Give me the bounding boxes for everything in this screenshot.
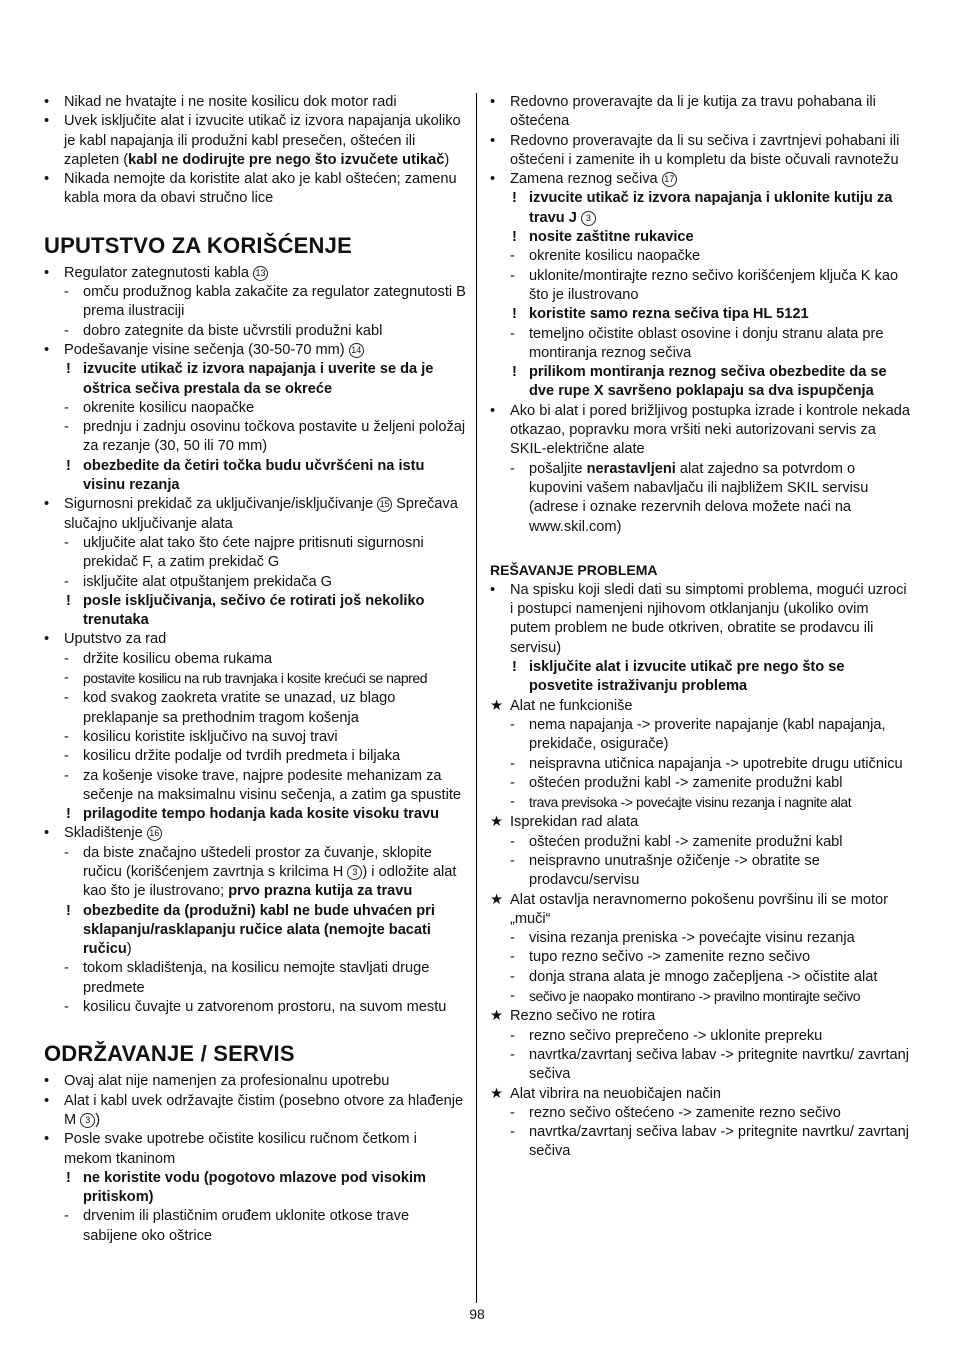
warning-marker: ! [66, 806, 71, 823]
item-text [83, 960, 429, 995]
list-item [44, 341, 466, 360]
list-item [490, 1027, 910, 1046]
list-item [44, 650, 466, 669]
warning-marker: ! [66, 361, 71, 378]
bullet-marker: - [64, 767, 69, 784]
item-text-main: Podešavanje visine sečenja (30-50-70 mm) [64, 341, 345, 358]
list-item [44, 824, 466, 843]
bullet-marker: - [64, 960, 69, 977]
item-text [510, 171, 677, 187]
item-text [510, 1086, 721, 1102]
bullet-marker: • [44, 113, 50, 130]
list-item [490, 1046, 910, 1085]
item-text: Alat i kabl uvek održavajte čistim (posebno otvore za hlađenje M 3 ) [64, 1092, 464, 1128]
item-text [83, 1170, 426, 1205]
list-item [44, 322, 466, 341]
item-text [510, 698, 633, 714]
item-text-main: izvucite utikač iz izvora napajanja i uverite se da je oštrica sečiva prestala da se okreće [83, 361, 434, 397]
item-text [83, 651, 272, 667]
item-text-main: prednju i zadnju osovinu točkova postavite u željeni položaj za rezanje (30, 50 ili 70 mm) [83, 419, 466, 455]
list-item [490, 247, 910, 266]
bullet-marker: - [510, 852, 515, 869]
star-icon: ★ [490, 814, 504, 831]
list-item [490, 267, 910, 306]
warning-marker: ! [512, 190, 517, 207]
item-text-main: uklonite/montirajte rezno sečivo korišćenjem ključa K kao što je ilustrovano [529, 267, 899, 303]
bullet-marker: • [44, 631, 50, 648]
item-text [529, 306, 809, 322]
list-item [490, 460, 910, 537]
item-text [83, 1208, 409, 1243]
bullet-marker: - [64, 748, 69, 765]
list-item [44, 747, 466, 766]
item-text-main: koristite samo rezna sečiva tipa HL 5121 [529, 306, 809, 323]
list-item [44, 112, 466, 170]
bullet-marker: - [510, 716, 515, 733]
item-text-main: rezno sečivo preprečeno -> uklonite prepreku [529, 1027, 823, 1044]
list-item [490, 93, 910, 132]
bullet-marker: - [64, 322, 69, 339]
list-item [44, 93, 466, 112]
warning-marker: ! [66, 1169, 71, 1186]
item-text [510, 133, 899, 168]
bullet-marker: • [490, 94, 496, 110]
item-text-main: prilikom montiranja reznog sečiva obezbedite da se dve rupe X savršeno poklapaju sa dva ispupčenja [529, 364, 887, 400]
bullet-marker: - [64, 284, 69, 301]
list-item [490, 132, 910, 171]
warning-marker: ! [66, 592, 71, 609]
item-text [510, 1008, 655, 1024]
item-text [83, 748, 400, 764]
list-item [490, 833, 910, 852]
item-text-main: neispravna utičnica napajanja -> upotrebite drugu utičnicu [529, 755, 903, 772]
list-item [44, 283, 466, 322]
item-text-main: držite kosilicu obema rukama [83, 650, 272, 667]
bullet-marker: - [510, 988, 515, 1005]
warning-marker: ! [512, 659, 517, 676]
item-text-main: isključite alat otpuštanjem prekidača G [83, 573, 333, 590]
list-item [490, 774, 910, 793]
star-icon: ★ [490, 891, 504, 908]
list-item [44, 1092, 466, 1131]
warning-item [490, 363, 910, 402]
bullet-marker: - [510, 1104, 515, 1121]
item-text [529, 969, 877, 985]
figure-reference-badge: 16 [147, 826, 162, 841]
item-text [529, 1105, 841, 1121]
bullet-marker: • [44, 341, 50, 358]
item-text [510, 892, 888, 927]
item-text-main: ne koristite vodu (pogotovo mlazove pod visokim pritiskom) [83, 1169, 426, 1206]
warning-marker: ! [512, 306, 517, 323]
list-item [44, 689, 466, 728]
item-text-main: oštećen produžni kabl -> zamenite produžni kabl [529, 774, 843, 791]
list-item [44, 998, 466, 1017]
item-text [83, 458, 424, 493]
bullet-marker: - [510, 930, 515, 947]
list-item [44, 1130, 466, 1169]
symptom-item [490, 697, 910, 716]
item-text [529, 794, 851, 810]
item-text-main: Ovaj alat nije namenjen za profesionalnu upotrebu [64, 1073, 390, 1090]
item-text [64, 631, 166, 647]
bullet-marker: - [64, 670, 69, 687]
left-column [44, 93, 466, 1246]
list-item [44, 669, 466, 689]
bullet-marker: - [510, 949, 515, 966]
item-text [529, 930, 855, 946]
item-text: obezbedite da (produžni) kabl ne bude uhvaćen pri sklapanju/rasklapanju ručice alata (nemojte bacati ručicu) [83, 902, 435, 958]
list-item [490, 987, 910, 1007]
star-icon: ★ [490, 1008, 504, 1025]
item-text-main: neispravno unutrašnje ožičenje -> obratite se prodavcu/servisu [529, 852, 820, 889]
list-item [44, 495, 466, 534]
item-text-main: dobro zategnite da biste učvrstili produžni kabl [83, 322, 383, 339]
list-item [490, 852, 910, 891]
item-text-main: Rezno sečivo ne rotira [510, 1008, 656, 1025]
item-text-main: Posle svake upotrebe očistite kosilicu ručnom četkom i mekom tkaninom [64, 1131, 417, 1167]
bullet-marker: - [64, 728, 69, 745]
list-item [490, 755, 910, 774]
item-text [83, 806, 439, 822]
bullet-marker: - [64, 534, 69, 551]
item-text-main: Alat vibrira na neuobičajen način [510, 1085, 721, 1102]
list-item [44, 959, 466, 998]
item-text-main: Skladištenje [64, 825, 143, 842]
item-text [83, 535, 424, 570]
bullet-marker: - [64, 419, 69, 436]
item-text [529, 756, 903, 772]
item-text: da biste značajno uštedeli prostor za čuvanje, sklopite ručicu (korišćenjem zavrtnja s krilcima H 3 ) i odložite alat kao što je ilustrovano; prvo prazna kutija za travu [83, 844, 457, 900]
bullet-marker: - [510, 248, 515, 265]
page-number: 98 [469, 1306, 485, 1322]
item-text [529, 717, 886, 752]
item-text [529, 775, 843, 791]
item-text [64, 171, 457, 206]
item-text [83, 670, 427, 686]
item-text [64, 1131, 417, 1166]
bullet-marker: • [44, 94, 50, 110]
bullet-marker: - [510, 460, 515, 477]
bullet-marker: • [490, 581, 496, 598]
warning-item [44, 805, 466, 824]
item-text-main: rezno sečivo oštećeno -> zamenite rezno sečivo [529, 1104, 841, 1121]
symptom-item [490, 1007, 910, 1026]
item-text-main: nema napajanja -> proverite napajanje (kabl napajanja, prekidače, osigurače) [529, 716, 886, 753]
item-text [529, 326, 884, 361]
item-text [64, 94, 397, 110]
bullet-marker: - [64, 650, 69, 667]
bullet-marker: - [510, 1027, 515, 1044]
section-heading: UPUTSTVO ZA KORIŠĆENJE [44, 232, 352, 258]
item-text [83, 593, 424, 628]
item-text-tail: Sprečava slučajno uključivanje alata [64, 496, 458, 532]
item-text [83, 690, 395, 725]
list-item [490, 716, 910, 755]
list-item [490, 968, 910, 987]
item-text [529, 248, 700, 264]
figure-reference-badge: 13 [253, 266, 268, 281]
star-icon: ★ [490, 1085, 504, 1102]
item-text-main: isključite alat i izvucite utikač pre nego što se posvetite istraživanju problema [529, 659, 845, 695]
item-text-main: Sigurnosni prekidač za uključivanje/isključivanje [64, 496, 374, 513]
item-text-main: Regulator zategnutosti kabla [64, 264, 249, 281]
item-text [64, 496, 458, 531]
item-text-main: tupo rezno sečivo -> zamenite rezno sečivo [529, 949, 811, 966]
right-column [490, 93, 910, 1162]
bullet-marker: • [490, 132, 496, 149]
item-text-main: donja strana alata je mnogo začepljena -> očistite alat [529, 968, 878, 985]
item-text-main: sečivo je naopako montirano -> pravilno montirajte sečivo [529, 988, 861, 1005]
warning-marker: ! [512, 364, 517, 381]
item-text-main: Nikad ne hvatajte i ne nosite kosilicu dok motor radi [64, 94, 397, 110]
bullet-marker: - [510, 968, 515, 985]
item-text [83, 419, 465, 454]
item-text [83, 400, 254, 416]
item-text [83, 323, 382, 339]
item-text: pošaljite nerastavljeni alat zajedno sa potvrdom o kupovini vašem nabavljaču ili najbližem SKIL servisu (adrese i oznake rezervnih delova možete naći na www.skil.com) [529, 460, 869, 535]
bullet-marker: • [44, 1131, 50, 1148]
list-item [44, 399, 466, 418]
item-text [529, 949, 810, 965]
item-text-main: trava previsoka -> povećajte visinu rezanja i nagnite alat [529, 794, 852, 811]
item-text [529, 1028, 822, 1044]
item-text-main: Alat ostavlja neravnomerno pokošenu površinu ili se motor „muči“ [510, 891, 889, 927]
warning-item [490, 228, 910, 247]
item-text-main: temeljno očistite oblast osovine i donju stranu alata pre montiranja reznog sečiva [529, 325, 884, 361]
item-text: Uvek isključite alat i izvucite utikač iz izvora napajanja ukoliko je kabl napajanja ili produžni kabl presečen, oštećen ili zapleten (kabl ne dodirujte pre nego što izvučete utikač) [64, 113, 461, 168]
item-text-main: Redovno proveravajte da li je kutija za travu pohabana ili oštećena [510, 94, 876, 130]
list-item [490, 929, 910, 948]
item-text [64, 265, 268, 281]
list-item [44, 1207, 466, 1246]
warning-marker: ! [66, 457, 71, 474]
bullet-marker: - [510, 774, 515, 791]
item-text-main: oštećen produžni kabl -> zamenite produžni kabl [529, 833, 843, 850]
symptom-item [490, 891, 910, 930]
item-text-main: uključite alat tako što ćete najpre pritisnuti sigurnosni prekidač F, a zatim prekidač G [83, 534, 424, 571]
bullet-marker: - [510, 1046, 515, 1063]
list-item [490, 1123, 910, 1162]
warning-item [44, 592, 466, 631]
item-text-main: Ako bi alat i pored brižljivog postupka izrade i kontrole nekada otkazao, popravku mora vršiti neki autorizovani servis za SKIL-električne alate [510, 402, 910, 458]
item-text [510, 94, 876, 129]
item-text [529, 268, 898, 303]
warning-item [44, 457, 466, 496]
bullet-marker: - [64, 399, 69, 416]
item-text [64, 825, 162, 841]
bullet-marker: - [64, 1208, 69, 1225]
item-text [529, 834, 843, 850]
bullet-marker: • [44, 496, 50, 513]
item-text [64, 342, 364, 358]
item-text-main: obezbedite da četiri točka budu učvršćeni na istu visinu rezanja [83, 457, 425, 494]
figure-reference-badge: 14 [349, 343, 364, 358]
item-text [83, 768, 461, 803]
list-item [490, 1104, 910, 1123]
item-text-main: Alat ne funkcioniše [510, 697, 633, 714]
item-text-main: za košenje visoke trave, najpre podesite mehanizam za sečenje na maksimalnu visinu sečenja, a zatim ga spustite [83, 767, 462, 803]
bullet-marker: - [510, 1124, 515, 1141]
item-text [83, 999, 446, 1015]
bullet-marker: • [44, 171, 50, 188]
bullet-marker: • [490, 402, 496, 419]
list-item [490, 948, 910, 967]
bullet-marker: - [510, 267, 515, 284]
bullet-marker: - [510, 833, 515, 850]
list-item [44, 534, 466, 573]
warning-item [490, 658, 910, 697]
item-text-main: kod svakog zaokreta vratite se unazad, uz blago preklapanje sa prethodnim tragom košenja [83, 690, 396, 726]
item-text [64, 1073, 389, 1089]
item-text-main: Nikada nemojte da koristite alat ako je kabl oštećen; zamenu kabla mora da obavi stručno lice [64, 171, 457, 207]
item-text-main: visina rezanja preniska -> povećajte visinu rezanja [529, 930, 855, 947]
item-text: izvucite utikač iz izvora napajanja i uklonite kutiju za travu J 3 [529, 190, 893, 226]
item-text-main: tokom skladištenja, na kosilicu nemojte stavljati druge predmete [83, 960, 430, 996]
warning-item [44, 360, 466, 399]
item-text [529, 364, 887, 399]
item-text-main: Na spisku koji sledi dati su simptomi problema, mogući uzroci i postupci namenjeni njihovom otklanjanju (ukoliko ovim putem problem ne bude otkriven, obratite se prodavcu ili servisu) [510, 581, 907, 656]
item-text-main: Uputstvo za rad [64, 631, 167, 648]
list-item [490, 402, 910, 460]
bullet-marker: • [490, 171, 496, 188]
item-text-main: posle isključivanja, sečivo će rotirati još nekoliko trenutaka [83, 592, 425, 629]
item-text [510, 582, 907, 656]
warning-item [490, 305, 910, 324]
list-item [490, 170, 910, 189]
list-item [44, 573, 466, 592]
item-text-main: Zamena reznog sečiva [510, 171, 658, 188]
list-item [44, 1072, 466, 1091]
list-item [44, 264, 466, 283]
item-text-main: prilagodite tempo hodanja kada kosite visoku travu [83, 806, 440, 823]
item-text [529, 988, 860, 1004]
item-text [529, 659, 845, 694]
list-item [44, 630, 466, 649]
bullet-marker: - [510, 325, 515, 342]
bullet-marker: - [510, 755, 515, 772]
warning-marker: ! [512, 229, 517, 246]
item-text [83, 361, 433, 396]
bullet-marker: • [44, 1073, 50, 1090]
item-text [529, 853, 820, 888]
item-text-main: navrtka/zavrtanj sečiva labav -> pritegnite navrtku/ zavrtanj sečiva [529, 1046, 910, 1083]
figure-reference-badge: 15 [377, 497, 392, 512]
list-item [44, 170, 466, 209]
bullet-marker: - [64, 690, 69, 707]
list-item [490, 581, 910, 658]
column-divider [476, 93, 477, 1303]
item-text-main: navrtka/zavrtanj sečiva labav -> pritegnite navrtku/ zavrtanj sečiva [529, 1124, 910, 1160]
item-text [510, 814, 638, 830]
symptom-item [490, 813, 910, 832]
item-text [83, 729, 338, 745]
warning-item [490, 189, 910, 228]
list-item [44, 418, 466, 457]
bullet-marker: - [64, 573, 69, 590]
bullet-marker: • [44, 825, 50, 842]
list-item [44, 728, 466, 747]
item-text-main: okrenite kosilicu naopačke [83, 399, 255, 416]
list-item [490, 325, 910, 364]
warning-item [44, 1169, 466, 1208]
item-text [529, 1047, 909, 1082]
symptom-item [490, 1085, 910, 1104]
item-text-main: omču produžnog kabla zakačite za regulator zategnutosti B prema ilustraciji [83, 284, 466, 320]
item-text-main: Redovno proveravajte da li su sečiva i zavrtnjevi pohabani ili oštećeni i zamenite ih u kompletu da biste očuvali ravnotežu [510, 132, 900, 168]
item-text-main: Isprekidan rad alata [510, 814, 639, 831]
item-text-main: drvenim ili plastičnim oruđem uklonite otkose trave sabijene oko oštrice [83, 1208, 410, 1244]
section-heading: REŠAVANJE PROBLEMA [490, 561, 658, 578]
figure-reference-badge: 17 [662, 172, 677, 187]
warning-item [44, 902, 466, 960]
section-heading: ODRŽAVANJE / SERVIS [44, 1041, 295, 1067]
bullet-marker: • [44, 264, 50, 281]
bullet-marker: - [510, 794, 515, 811]
item-text-main: kosilicu koristite isključivo na suvoj travi [83, 728, 338, 745]
item-text [510, 403, 910, 458]
star-icon: ★ [490, 697, 504, 714]
list-item [490, 793, 910, 813]
item-text-main: kosilicu čuvajte u zatvorenom prostoru, na suvom mestu [83, 999, 447, 1016]
item-text [529, 229, 694, 245]
bullet-marker: - [64, 844, 69, 861]
item-text [529, 1124, 909, 1159]
list-item [44, 844, 466, 902]
item-text-main: okrenite kosilicu naopačke [529, 248, 701, 265]
item-text-main: kosilicu držite podalje od tvrdih predmeta i biljaka [83, 748, 401, 765]
item-text-main: nosite zaštitne rukavice [529, 229, 694, 246]
warning-marker: ! [66, 902, 71, 919]
item-text-main: postavite kosilicu na rub travnjaka i kosite krećući se napred [83, 670, 428, 687]
list-item [44, 767, 466, 806]
bullet-marker: • [44, 1092, 50, 1109]
item-text [83, 574, 332, 590]
bullet-marker: - [64, 999, 69, 1016]
item-text [83, 284, 466, 319]
